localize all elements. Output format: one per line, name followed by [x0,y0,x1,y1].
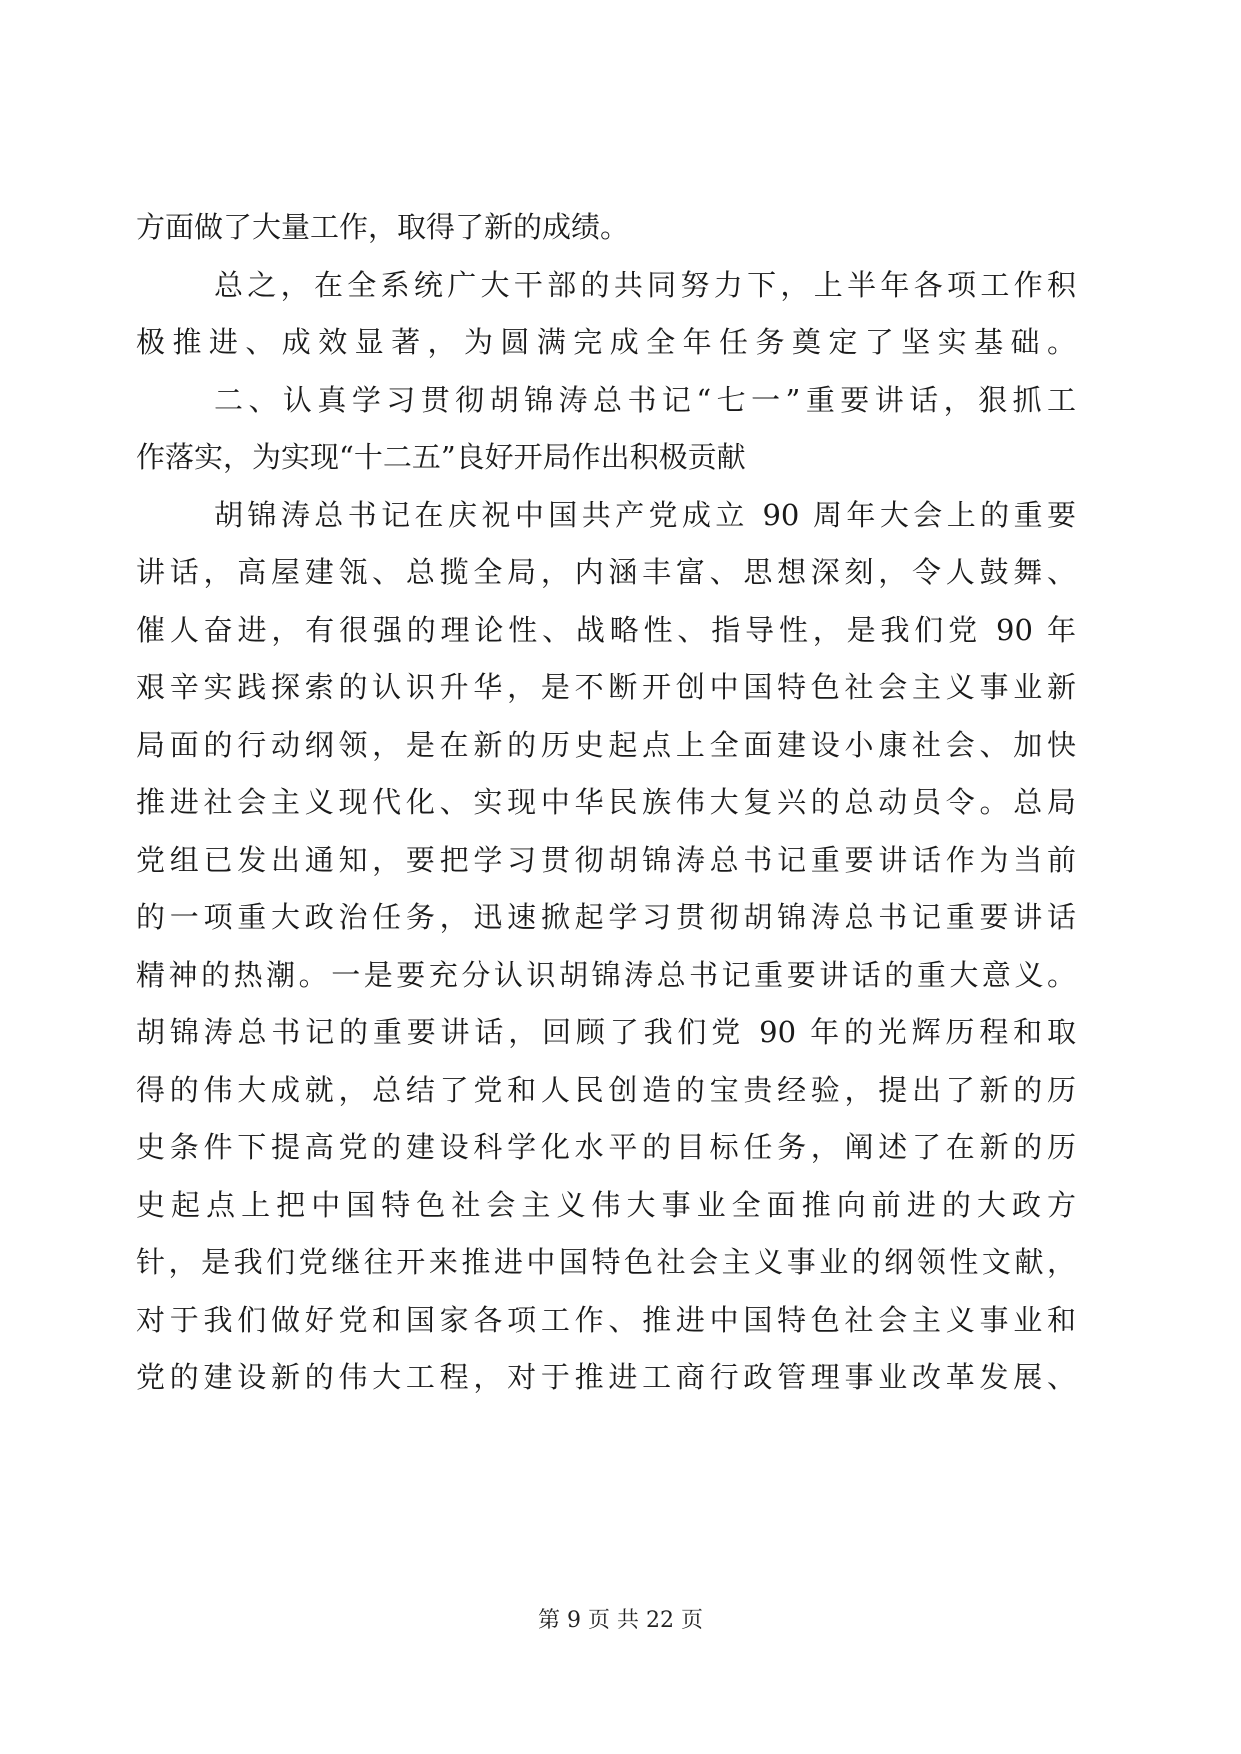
text-line-content: 推进社会主义现代化、实现中华民族伟大复兴的总动员令。总局 [136,785,1076,819]
text-line-content: 作落实，为实现“十二五”良好开局作出积极贡献 [136,440,746,474]
text-line-content: 对于我们做好党和国家各项工作、推进中国特色社会主义事业和 [136,1303,1076,1337]
text-line-content: 局面的行动纲领，是在新的历史起点上全面建设小康社会、加快 [136,728,1076,762]
text-line-content: 极推进、成效显著，为圆满完成全年任务奠定了坚实基础。 [136,325,1076,359]
text-line-content: 针，是我们党继往开来推进中国特色社会主义事业的纲领性文献， [136,1245,1076,1279]
text-line [0,550,1241,594]
text-line [0,608,1241,652]
text-line [0,320,1241,364]
text-line [0,665,1241,709]
text-line-content: 艰辛实践探索的认识升华，是不断开创中国特色社会主义事业新 [136,670,1076,704]
text-line [0,1068,1241,1112]
text-line-content: 的一项重大政治任务，迅速掀起学习贯彻胡锦涛总书记重要讲话 [136,900,1076,934]
text-line-content: 方面做了大量工作，取得了新的成绩。 [136,210,630,244]
text-line [0,780,1241,824]
text-line [0,895,1241,939]
text-line [0,1240,1241,1284]
text-line [0,263,1241,307]
text-line-content: 精神的热潮。一是要充分认识胡锦涛总书记重要讲话的重大意义。 [136,958,1076,992]
text-line-content: 催人奋进，有很强的理论性、战略性、指导性，是我们党 90 年 [136,613,1076,647]
text-line [0,723,1241,767]
text-line [0,435,1241,479]
text-line-content: 史起点上把中国特色社会主义伟大事业全面推向前进的大政方 [136,1188,1076,1222]
text-line-content: 胡锦涛总书记的重要讲话，回顾了我们党 90 年的光辉历程和取 [136,1015,1076,1049]
text-line-content: 史条件下提高党的建设科学化水平的目标任务，阐述了在新的历 [136,1130,1076,1164]
text-line [0,838,1241,882]
text-line-content: 胡锦涛总书记在庆祝中国共产党成立 90 周年大会上的重要 [214,498,1076,532]
text-line [0,493,1241,537]
text-line-content: 二、认真学习贯彻胡锦涛总书记“七一”重要讲话，狠抓工 [214,383,1076,417]
text-line-content: 得的伟大成就，总结了党和人民创造的宝贵经验，提出了新的历 [136,1073,1076,1107]
text-line-content: 讲话，高屋建瓴、总揽全局，内涵丰富、思想深刻，令人鼓舞、 [136,555,1076,589]
text-line [0,953,1241,997]
text-line-content: 党的建设新的伟大工程，对于推进工商行政管理事业改革发展、 [136,1360,1076,1394]
text-line [0,1010,1241,1054]
text-line [0,1125,1241,1169]
text-line [0,378,1241,422]
text-line [0,1355,1241,1399]
text-line [0,1298,1241,1342]
text-line [0,1183,1241,1227]
page-footer: 第 9 页 共 22 页 [538,1608,703,1633]
text-line-content: 党组已发出通知，要把学习贯彻胡锦涛总书记重要讲话作为当前 [136,843,1076,877]
text-line-content: 总之，在全系统广大干部的共同努力下，上半年各项工作积 [214,268,1076,302]
text-line [0,205,1241,249]
